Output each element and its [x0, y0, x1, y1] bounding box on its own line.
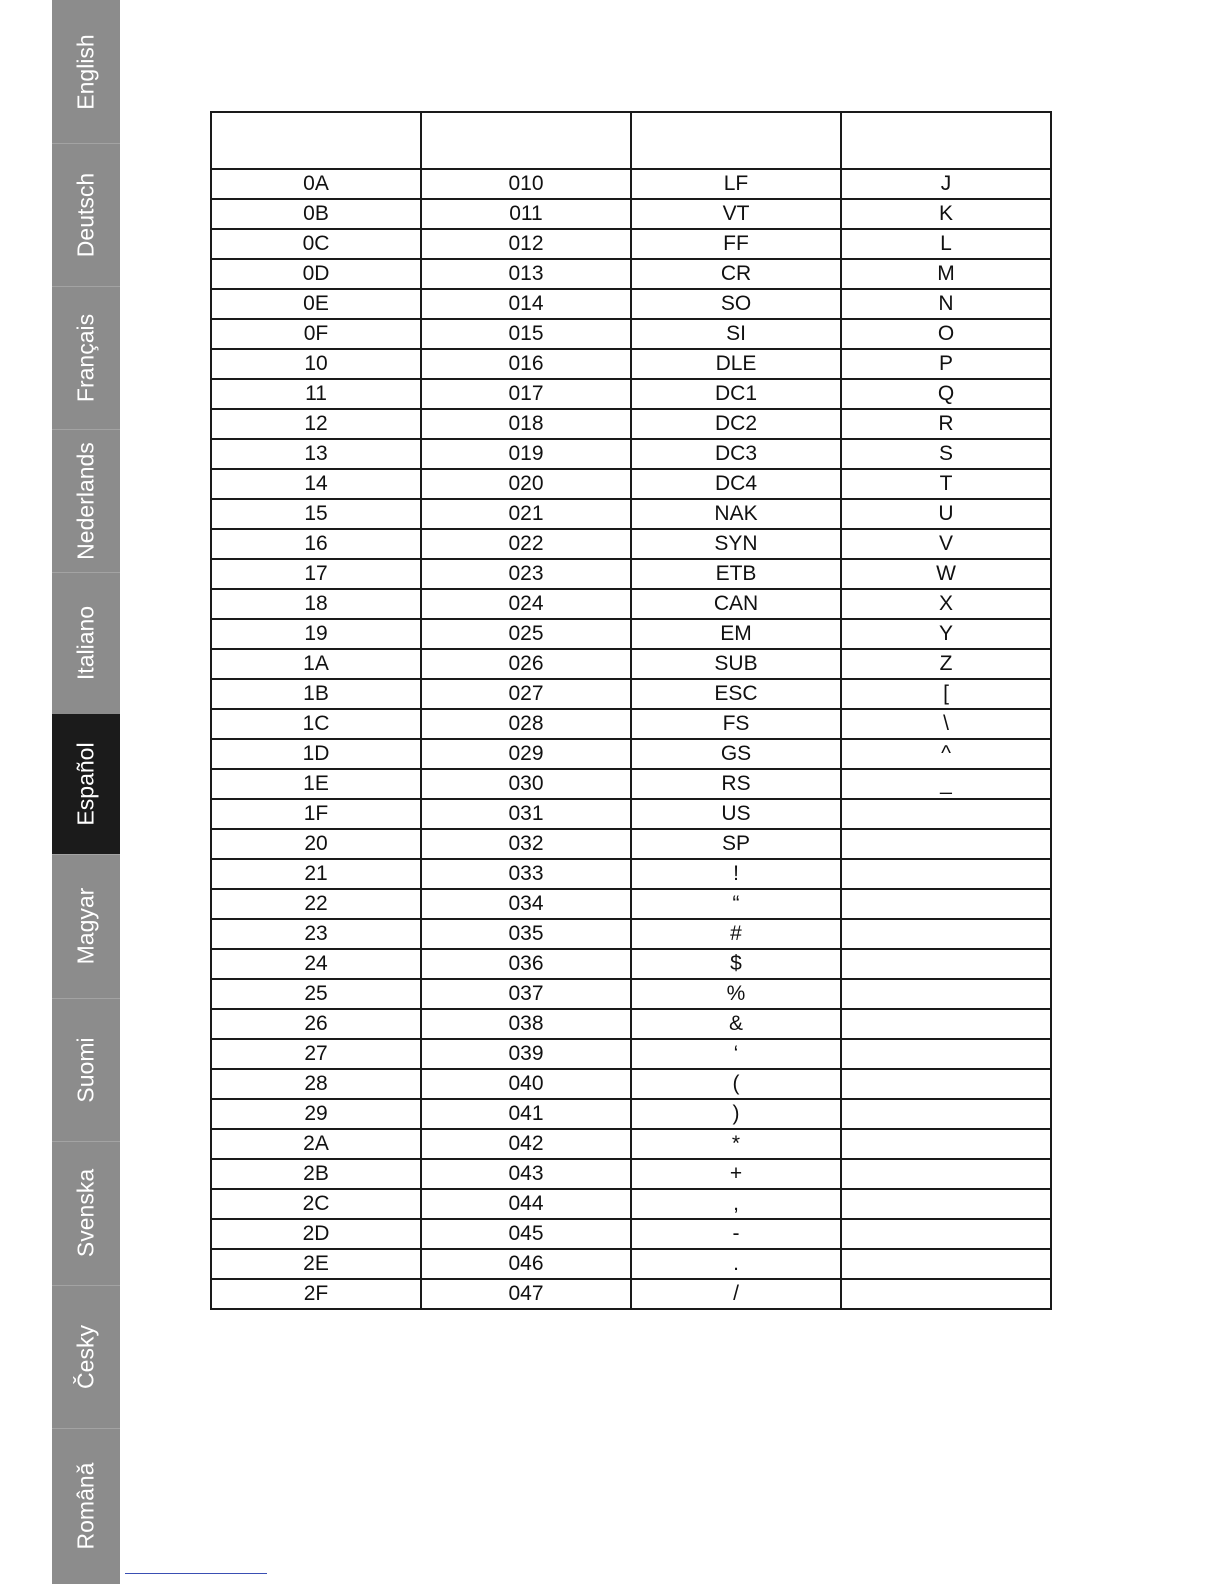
- key-cell: P: [841, 349, 1051, 379]
- key-cell: M: [841, 259, 1051, 289]
- key-cell: _: [841, 769, 1051, 799]
- decimal-cell: 021: [421, 499, 631, 529]
- table-row: [211, 739, 1051, 769]
- character-cell: ): [631, 1099, 841, 1129]
- decimal-cell: 022: [421, 529, 631, 559]
- tab-magyar[interactable]: [52, 854, 120, 999]
- key-cell: [841, 1069, 1051, 1099]
- tab-svenska[interactable]: [52, 1141, 120, 1286]
- hex-cell: 17: [211, 559, 421, 589]
- decimal-cell: 036: [421, 949, 631, 979]
- decimal-cell: 044: [421, 1189, 631, 1219]
- table-row: [211, 1009, 1051, 1039]
- language-sidebar: [52, 0, 120, 1584]
- decimal-cell: 028: [421, 709, 631, 739]
- key-cell: T: [841, 469, 1051, 499]
- hex-cell: 29: [211, 1099, 421, 1129]
- tab-deutsch[interactable]: [52, 143, 120, 287]
- decimal-cell: 032: [421, 829, 631, 859]
- hex-cell: 15: [211, 499, 421, 529]
- tab-romana[interactable]: [52, 1428, 120, 1584]
- table-row: [211, 439, 1051, 469]
- key-cell: \: [841, 709, 1051, 739]
- tab-cesky[interactable]: [52, 1285, 120, 1429]
- table-row: [211, 799, 1051, 829]
- hex-cell: 27: [211, 1039, 421, 1069]
- table-row: [211, 859, 1051, 889]
- table-row: [211, 919, 1051, 949]
- table-row: [211, 889, 1051, 919]
- decimal-cell: 035: [421, 919, 631, 949]
- table-row: [211, 349, 1051, 379]
- character-cell: DC3: [631, 439, 841, 469]
- key-cell: [841, 1129, 1051, 1159]
- header-cell-dec: [421, 112, 631, 169]
- key-cell: L: [841, 229, 1051, 259]
- hex-cell: 1B: [211, 679, 421, 709]
- hex-cell: 2D: [211, 1219, 421, 1249]
- table-row: [211, 1159, 1051, 1189]
- character-cell: ‘: [631, 1039, 841, 1069]
- character-cell: SYN: [631, 529, 841, 559]
- decimal-cell: 038: [421, 1009, 631, 1039]
- character-cell: DC4: [631, 469, 841, 499]
- hex-cell: 16: [211, 529, 421, 559]
- hex-cell: 20: [211, 829, 421, 859]
- character-cell: ESC: [631, 679, 841, 709]
- table-row: [211, 589, 1051, 619]
- tab-label: Svenska: [72, 1168, 99, 1258]
- hex-cell: 0F: [211, 319, 421, 349]
- tab-nederlands[interactable]: [52, 429, 120, 573]
- key-cell: [841, 1039, 1051, 1069]
- decimal-cell: 042: [421, 1129, 631, 1159]
- character-cell: US: [631, 799, 841, 829]
- decimal-cell: 046: [421, 1249, 631, 1279]
- tab-label: Česky: [72, 1324, 99, 1389]
- key-cell: [841, 949, 1051, 979]
- hex-cell: 28: [211, 1069, 421, 1099]
- character-cell: LF: [631, 169, 841, 199]
- key-cell: S: [841, 439, 1051, 469]
- character-cell: %: [631, 979, 841, 1009]
- character-cell: -: [631, 1219, 841, 1249]
- table-row: [211, 1069, 1051, 1099]
- tab-label: English: [72, 33, 99, 110]
- key-cell: O: [841, 319, 1051, 349]
- table-row: [211, 499, 1051, 529]
- tab-label: Magyar: [72, 887, 99, 965]
- header-cell-hex: [211, 112, 421, 169]
- character-cell: CR: [631, 259, 841, 289]
- decimal-cell: 031: [421, 799, 631, 829]
- hex-cell: 0C: [211, 229, 421, 259]
- table-row: [211, 769, 1051, 799]
- hex-cell: 1E: [211, 769, 421, 799]
- table-row: [211, 289, 1051, 319]
- decimal-cell: 034: [421, 889, 631, 919]
- character-cell: +: [631, 1159, 841, 1189]
- hex-cell: 2C: [211, 1189, 421, 1219]
- decimal-cell: 045: [421, 1219, 631, 1249]
- decimal-cell: 012: [421, 229, 631, 259]
- tab-label: Deutsch: [72, 172, 99, 257]
- table-row: [211, 199, 1051, 229]
- character-cell: &: [631, 1009, 841, 1039]
- character-cell: DLE: [631, 349, 841, 379]
- character-cell: CAN: [631, 589, 841, 619]
- hex-cell: 1F: [211, 799, 421, 829]
- table-row: [211, 559, 1051, 589]
- hex-cell: 10: [211, 349, 421, 379]
- character-cell: SI: [631, 319, 841, 349]
- key-cell: X: [841, 589, 1051, 619]
- table-row: [211, 679, 1051, 709]
- header-cell-char: [631, 112, 841, 169]
- character-cell: EM: [631, 619, 841, 649]
- ascii-table-body: [211, 112, 1051, 1309]
- hex-cell: 14: [211, 469, 421, 499]
- table-row: [211, 1099, 1051, 1129]
- table-row: [211, 469, 1051, 499]
- tab-espanol[interactable]: [52, 714, 120, 855]
- character-cell: RS: [631, 769, 841, 799]
- character-cell: /: [631, 1279, 841, 1309]
- character-cell: *: [631, 1129, 841, 1159]
- decimal-cell: 017: [421, 379, 631, 409]
- decimal-cell: 025: [421, 619, 631, 649]
- hex-cell: 26: [211, 1009, 421, 1039]
- hex-cell: 2F: [211, 1279, 421, 1309]
- hex-cell: 18: [211, 589, 421, 619]
- character-cell: GS: [631, 739, 841, 769]
- character-cell: FS: [631, 709, 841, 739]
- hex-cell: 13: [211, 439, 421, 469]
- decimal-cell: 047: [421, 1279, 631, 1309]
- decimal-cell: 016: [421, 349, 631, 379]
- character-cell: SUB: [631, 649, 841, 679]
- key-cell: [841, 1219, 1051, 1249]
- hex-cell: 19: [211, 619, 421, 649]
- key-cell: [841, 919, 1051, 949]
- decimal-cell: 040: [421, 1069, 631, 1099]
- character-cell: SO: [631, 289, 841, 319]
- hex-cell: 0B: [211, 199, 421, 229]
- key-cell: ^: [841, 739, 1051, 769]
- decimal-cell: 020: [421, 469, 631, 499]
- character-cell: !: [631, 859, 841, 889]
- decimal-cell: 010: [421, 169, 631, 199]
- decimal-cell: 026: [421, 649, 631, 679]
- character-cell: ETB: [631, 559, 841, 589]
- decimal-cell: 029: [421, 739, 631, 769]
- key-cell: [: [841, 679, 1051, 709]
- hex-cell: 0E: [211, 289, 421, 319]
- character-cell: NAK: [631, 499, 841, 529]
- hex-cell: 1D: [211, 739, 421, 769]
- tab-label: Français: [72, 313, 99, 402]
- tab-label: Românǎ: [72, 1462, 99, 1550]
- key-cell: K: [841, 199, 1051, 229]
- table-row: [211, 829, 1051, 859]
- hex-cell: 2E: [211, 1249, 421, 1279]
- decimal-cell: 011: [421, 199, 631, 229]
- key-cell: [841, 979, 1051, 1009]
- table-row: [211, 1189, 1051, 1219]
- table-row: [211, 169, 1051, 199]
- table-row: [211, 709, 1051, 739]
- hex-cell: 22: [211, 889, 421, 919]
- key-cell: [841, 1159, 1051, 1189]
- hex-cell: 23: [211, 919, 421, 949]
- key-cell: Q: [841, 379, 1051, 409]
- key-cell: [841, 1009, 1051, 1039]
- table-row: [211, 1039, 1051, 1069]
- key-cell: Z: [841, 649, 1051, 679]
- hex-cell: 0D: [211, 259, 421, 289]
- key-cell: J: [841, 169, 1051, 199]
- decimal-cell: 030: [421, 769, 631, 799]
- tab-suomi[interactable]: [52, 998, 120, 1142]
- table-row: [211, 379, 1051, 409]
- table-row: [211, 529, 1051, 559]
- character-cell: DC2: [631, 409, 841, 439]
- hex-cell: 12: [211, 409, 421, 439]
- character-cell: $: [631, 949, 841, 979]
- character-cell: SP: [631, 829, 841, 859]
- key-cell: [841, 1249, 1051, 1279]
- table-row: [211, 1249, 1051, 1279]
- hex-cell: 1C: [211, 709, 421, 739]
- character-cell: (: [631, 1069, 841, 1099]
- character-cell: #: [631, 919, 841, 949]
- hex-cell: 24: [211, 949, 421, 979]
- table-row: [211, 1129, 1051, 1159]
- table-row: [211, 319, 1051, 349]
- character-cell: “: [631, 889, 841, 919]
- hex-cell: 2A: [211, 1129, 421, 1159]
- hex-cell: 25: [211, 979, 421, 1009]
- table-header-row: [211, 112, 1051, 169]
- decimal-cell: 041: [421, 1099, 631, 1129]
- header-cell-key: [841, 112, 1051, 169]
- key-cell: W: [841, 559, 1051, 589]
- key-cell: [841, 1279, 1051, 1309]
- character-cell: ,: [631, 1189, 841, 1219]
- table-row: [211, 259, 1051, 289]
- hex-cell: 1A: [211, 649, 421, 679]
- key-cell: [841, 1099, 1051, 1129]
- decimal-cell: 014: [421, 289, 631, 319]
- character-cell: VT: [631, 199, 841, 229]
- table-row: [211, 409, 1051, 439]
- key-cell: [841, 829, 1051, 859]
- table-row: [211, 979, 1051, 1009]
- decimal-cell: 018: [421, 409, 631, 439]
- decimal-cell: 015: [421, 319, 631, 349]
- decimal-cell: 027: [421, 679, 631, 709]
- table-row: [211, 949, 1051, 979]
- hex-cell: 0A: [211, 169, 421, 199]
- key-cell: U: [841, 499, 1051, 529]
- tab-italiano[interactable]: [52, 572, 120, 715]
- tab-label: Español: [72, 742, 99, 826]
- hex-cell: 11: [211, 379, 421, 409]
- key-cell: [841, 889, 1051, 919]
- decimal-cell: 013: [421, 259, 631, 289]
- footer-rule: [125, 1573, 267, 1574]
- decimal-cell: 023: [421, 559, 631, 589]
- hex-cell: 21: [211, 859, 421, 889]
- character-cell: .: [631, 1249, 841, 1279]
- table-row: [211, 619, 1051, 649]
- table-row: [211, 1279, 1051, 1309]
- decimal-cell: 024: [421, 589, 631, 619]
- tab-francais[interactable]: [52, 286, 120, 430]
- table-row: [211, 229, 1051, 259]
- table-row: [211, 1219, 1051, 1249]
- key-cell: [841, 799, 1051, 829]
- table-row: [211, 649, 1051, 679]
- key-cell: V: [841, 529, 1051, 559]
- tab-label: Italiano: [72, 605, 99, 681]
- tab-english[interactable]: [52, 0, 120, 144]
- key-cell: R: [841, 409, 1051, 439]
- hex-cell: 2B: [211, 1159, 421, 1189]
- key-cell: [841, 1189, 1051, 1219]
- decimal-cell: 043: [421, 1159, 631, 1189]
- tab-label: Suomi: [72, 1036, 99, 1103]
- decimal-cell: 033: [421, 859, 631, 889]
- key-cell: N: [841, 289, 1051, 319]
- key-cell: Y: [841, 619, 1051, 649]
- decimal-cell: 037: [421, 979, 631, 1009]
- decimal-cell: 019: [421, 439, 631, 469]
- key-cell: [841, 859, 1051, 889]
- character-cell: FF: [631, 229, 841, 259]
- tab-label: Nederlands: [72, 441, 99, 560]
- character-cell: DC1: [631, 379, 841, 409]
- ascii-code-table: [210, 111, 1052, 1310]
- decimal-cell: 039: [421, 1039, 631, 1069]
